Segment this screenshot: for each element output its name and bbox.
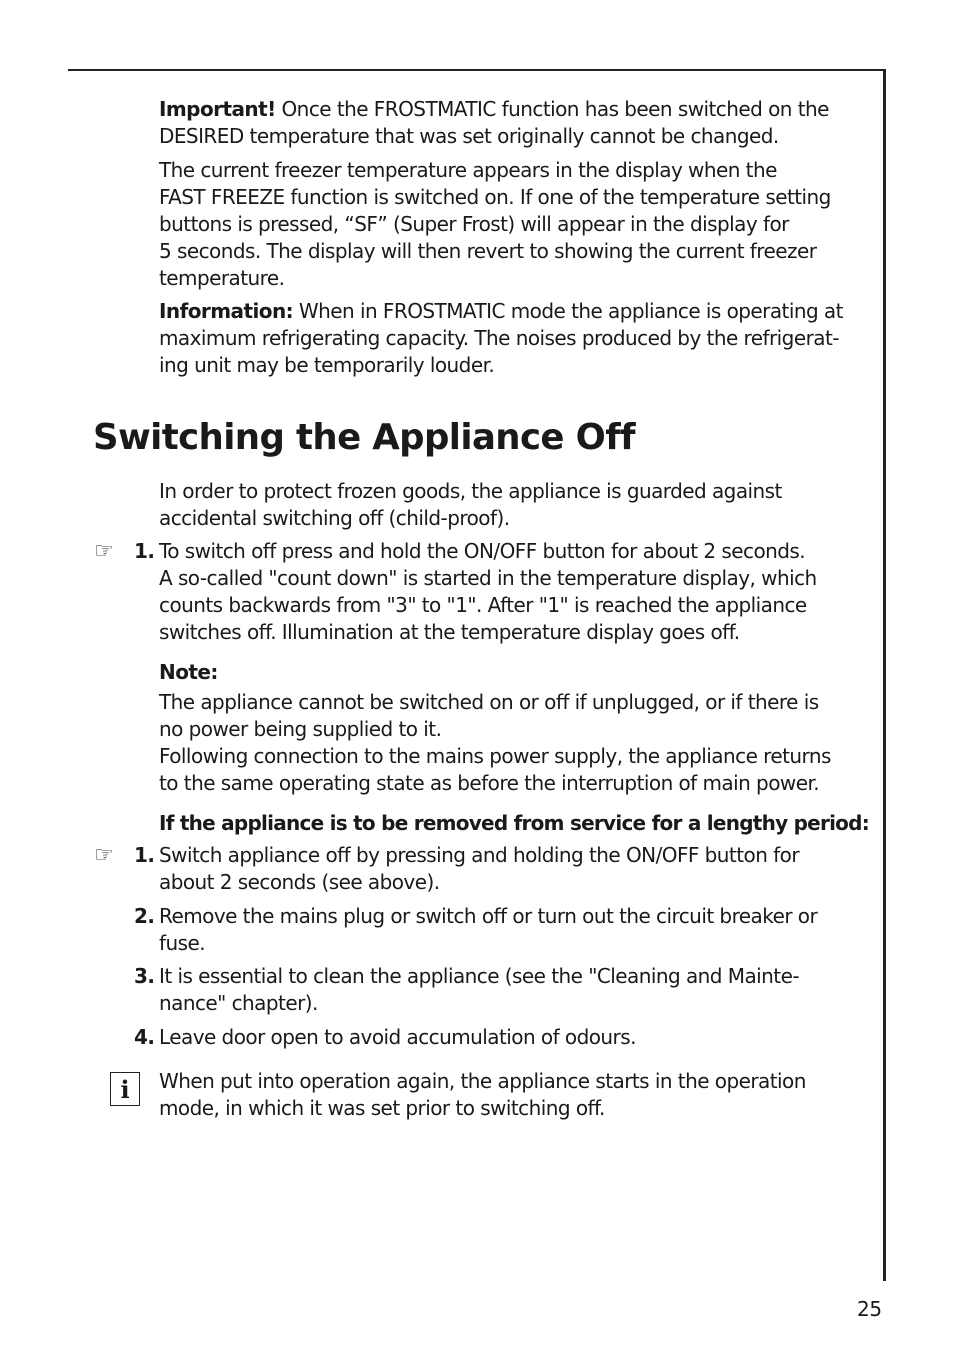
note-block: Note: The appliance cannot be switched on or off if unplugged, or if there is no power being supplied to it. Following connection to the mains power supply, the appliance returns to the same operating state as before the interruption of main power. — [159, 659, 871, 797]
step-number: 3. — [134, 964, 155, 988]
pointing-hand-icon: ☞ — [94, 539, 114, 564]
list-item: Leave door open to avoid accumulation of odours. — [159, 1025, 636, 1049]
top-rule — [68, 69, 886, 71]
pointing-hand-icon: ☞ — [94, 843, 114, 868]
page-number: 25 — [857, 1297, 882, 1321]
child-proof-paragraph: In order to protect frozen goods, the appliance is guarded against accidental switching off (child-proof). — [159, 479, 782, 530]
right-rule — [883, 69, 886, 1281]
important-label: Important! — [159, 97, 276, 121]
section-title: Switching the Appliance Off — [93, 417, 635, 458]
switch-off-step: To switch off press and hold the ON/OFF button for about 2 seconds. A so-called "count down" is started in the temperature display, which counts backwards from "3" to "1". After "1" is reached the appliance switches off. Illumination at the temperature display goes off. — [159, 539, 817, 644]
list-item: It is essential to clean the appliance (see the "Cleaning and Mainte- nance" chapter). — [159, 964, 799, 1015]
information-label: Information: — [159, 299, 294, 323]
list-item: Remove the mains plug or switch off or turn out the circuit breaker or fuse. — [159, 904, 818, 955]
info-icon: i — [110, 1072, 140, 1106]
lengthy-period-heading: If the appliance is to be removed from service for a lengthy period: — [159, 811, 869, 835]
fast-freeze-paragraph: The current freezer temperature appears in the display when the FAST FREEZE function is switched on. If one of the temperature setting buttons is pressed, “SF” (Super Frost) will appear in the display for 5 seconds. The display will then revert to showing the current freezer temperature. — [159, 158, 831, 290]
list-item: Switch appliance off by pressing and holding the ON/OFF button for about 2 seconds (see above). — [159, 843, 799, 894]
step-number: 4. — [134, 1025, 155, 1049]
note-label: Note: — [159, 660, 218, 684]
information-paragraph: Information: When in FROSTMATIC mode the appliance is operating at maximum refrigerating capacity. The noises produced by the refrigerat- ing unit may be temporarily louder. — [159, 299, 843, 377]
step-number: 1. — [134, 843, 155, 867]
step-number: 2. — [134, 904, 155, 928]
step-number: 1. — [134, 539, 155, 563]
important-paragraph: Important! Once the FROSTMATIC function has been switched on the DESIRED temperature that was set originally cannot be changed. — [159, 97, 829, 148]
info-paragraph: When put into operation again, the appliance starts in the operation mode, in which it was set prior to switching off. — [159, 1069, 806, 1120]
